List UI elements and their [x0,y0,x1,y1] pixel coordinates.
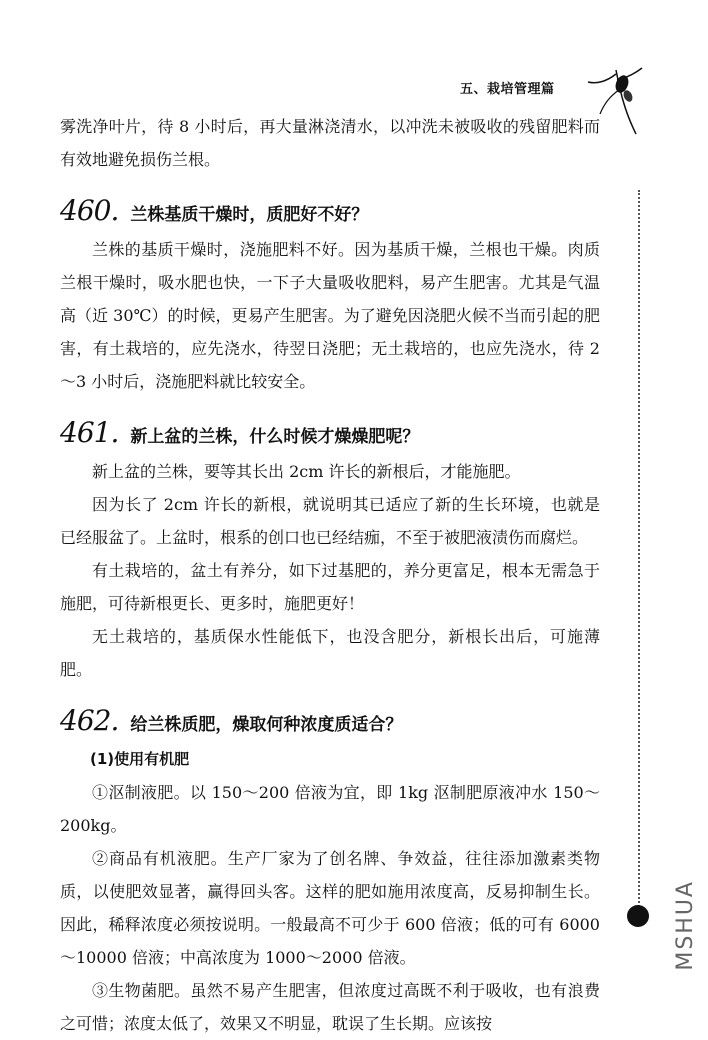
intro-paragraph: 雾洗净叶片，待 8 小时后，再大量淋浇清水，以冲洗未被吸收的残留肥料而有效地避免损伤兰根。 [60,117,600,169]
answer-paragraph: ②商品有机液肥。生产厂家为了创名牌、争效益，往往添加激素类物质，以使肥效显著，赢得回头客。这样的肥如施用浓度高，反易抑制生长。因此，稀释浓度必须按说明。一般最高不可少于 600 倍液；低的可有 6000～10000 倍液；中高浓度为 1000～2000 倍液。 [60,849,600,967]
question-462 [60,704,600,1040]
answer-paragraph: 因为长了 2cm 许长的新根，就说明其已适应了新的生长环境，也就是已经服盆了。上盆时，根系的创口也已经结痂，不至于被肥液渍伤而腐烂。 [60,495,600,547]
answer-paragraph: ①沤制液肥。以 150～200 倍液为宜，即 1kg 沤制肥原液冲水 150～200kg。 [60,783,600,835]
question-title: 新上盆的兰株，什么时候才燥燥肥呢？ [130,427,420,447]
answer-paragraph: 无土栽培的，基质保水性能低下，也没含肥分，新根长出后，可施薄肥。 [60,627,600,679]
margin-dotted-rule [638,190,640,910]
question-461 [60,416,600,686]
question-number: 460. [60,194,119,227]
page-marker-dot [627,905,649,927]
watermark: MSHUA [673,880,698,971]
question-number: 462. [60,704,119,737]
question-title: 兰株基质干燥时，质肥好不好？ [130,205,369,225]
answer-paragraph: 新上盆的兰株，要等其长出 2cm 许长的新根后，才能施肥。 [92,462,521,481]
question-title: 给兰株质肥，燥取何种浓度质适合？ [130,715,403,735]
question-number: 461. [60,416,119,449]
answer-paragraph: ③生物菌肥。虽然不易产生肥害，但浓度过高既不利于吸收，也有浪费之可惜；浓度太低了，效果又不明显，耽误了生长期。应该按 [60,981,600,1033]
running-header: 五、栽培管理篇 [460,82,555,97]
question-460 [60,194,600,398]
page-body [60,110,600,1040]
question-heading [60,704,600,737]
question-heading [60,416,600,449]
answer-paragraph: 兰株的基质干燥时，浇施肥料不好。因为基质干燥，兰根也干燥。肉质兰根干燥时，吸水肥也快，一下子大量吸收肥料，易产生肥害。尤其是气温高（近 30℃）的时候，更易产生肥害。为了避免因浇肥火候不当而引起的肥害，有土栽培的，应先浇水，待翌日浇肥；无土栽培的，也应先浇水，待 2～3 小时后，浇施肥料就比较安全。 [60,240,600,391]
question-heading [60,194,600,227]
subsection-heading: (1)使用有机肥 [90,750,190,768]
answer-paragraph: 有土栽培的，盆土有养分，如下过基肥的，养分更富足，根本无需急于施肥，可待新根更长、更多时，施肥更好！ [60,561,600,613]
